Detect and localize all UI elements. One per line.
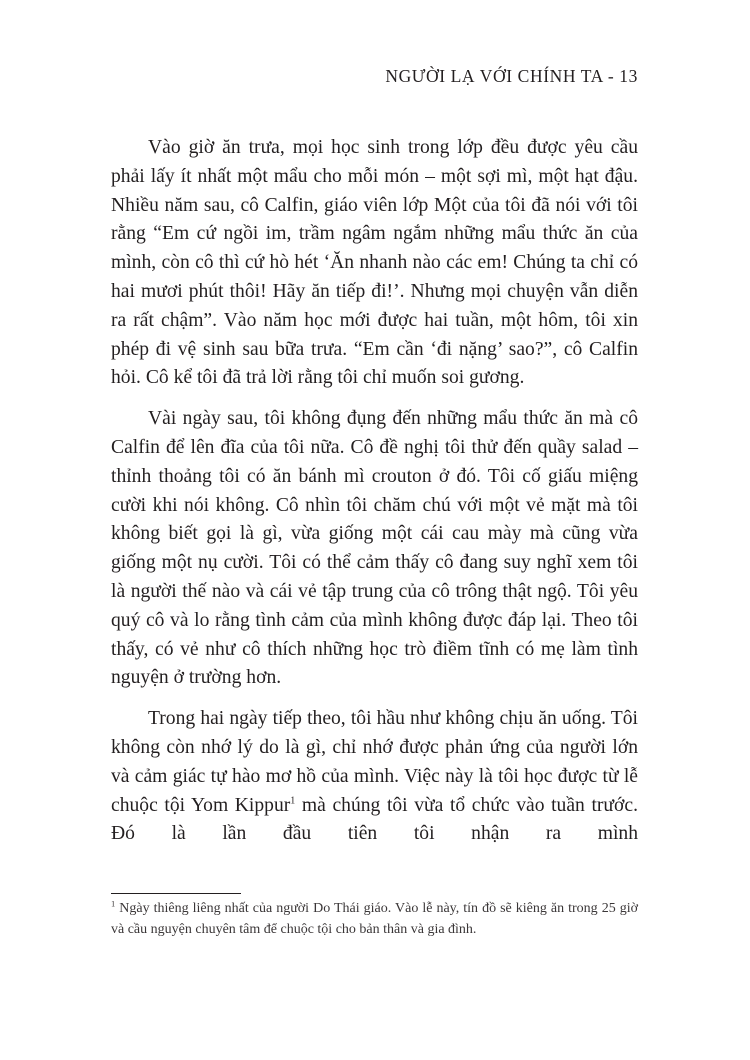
body-text (111, 134, 638, 861)
running-header: NGƯỜI LẠ VỚI CHÍNH TA - 13 (385, 66, 638, 86)
paragraph-3-text: Trong hai ngày tiếp theo, tôi hầu như không chịu ăn uống. Tôi không còn nhớ lý do là gì, chỉ nhớ được phản ứng của người lớn và cảm giác tự hào mơ hồ của mình. Việc này là tôi học được từ lễ chuộc tội Yom Kippur (111, 708, 638, 816)
paragraph-3 (111, 705, 638, 849)
footnote-marker: 1 (111, 898, 116, 909)
footnote-divider (111, 893, 241, 894)
paragraph-2: Vài ngày sau, tôi không đụng đến những mẩu thức ăn mà cô Calfin để lên đĩa của tôi nữa. Cô đề nghị tôi thử đến quầy salad – thỉnh thoảng tôi có ăn bánh mì crouton ở đó. Tôi cố giấu miệng cười khi nói không. Cô nhìn tôi chăm chú với một vẻ mặt mà tôi không biết gọi là gì, vừa giống một cái cau mày mà cũng vừa giống một nụ cười. Tôi có thể cảm thấy cô đang suy nghĩ xem tôi là người thế nào và cái vẻ tập trung của cô trông thật ngộ. Tôi yêu quý cô và lo rằng tình cảm của mình không được đáp lại. Theo tôi thấy, có vẻ như cô thích những học trò điềm tĩnh có mẹ làm tình nguyện ở trường hơn. (111, 408, 638, 689)
paragraph-1: Vào giờ ăn trưa, mọi học sinh trong lớp đều được yêu cầu phải lấy ít nhất một mẩu cho mỗi món – một sợi mì, một hạt đậu. Nhiều năm sau, cô Calfin, giáo viên lớp Một của tôi đã nói với tôi rằng “Em cứ ngồi im, trầm ngâm ngắm những mẩu thức ăn của mình, còn cô thì cứ hò hét ‘Ăn nhanh nào các em! Chúng ta chỉ có hai mươi phút thôi! Hãy ăn tiếp đi!’. Nhưng mọi chuyện vẫn diễn ra rất chậm”. Vào năm học mới được hai tuần, một hôm, tôi xin phép đi vệ sinh sau bữa trưa. “Em cần ‘đi nặng’ sao?”, cô Calfin hỏi. Cô kể tôi đã trả lời rằng tôi chỉ muốn soi gương. (111, 137, 638, 389)
footnote-text: Ngày thiêng liêng nhất của người Do Thái giáo. Vào lễ này, tín đồ sẽ kiêng ăn trong 25 giờ và cầu nguyện chuyên tâm để chuộc tội cho bản thân và gia đình. (111, 901, 638, 937)
footnote-reference: 1 (290, 795, 296, 806)
footnote (111, 899, 638, 940)
paragraph-3-continuation: mà chúng tôi vừa tổ chức vào tuần trước. Đó là lần đầu tiên tôi nhận ra mình (111, 794, 638, 845)
